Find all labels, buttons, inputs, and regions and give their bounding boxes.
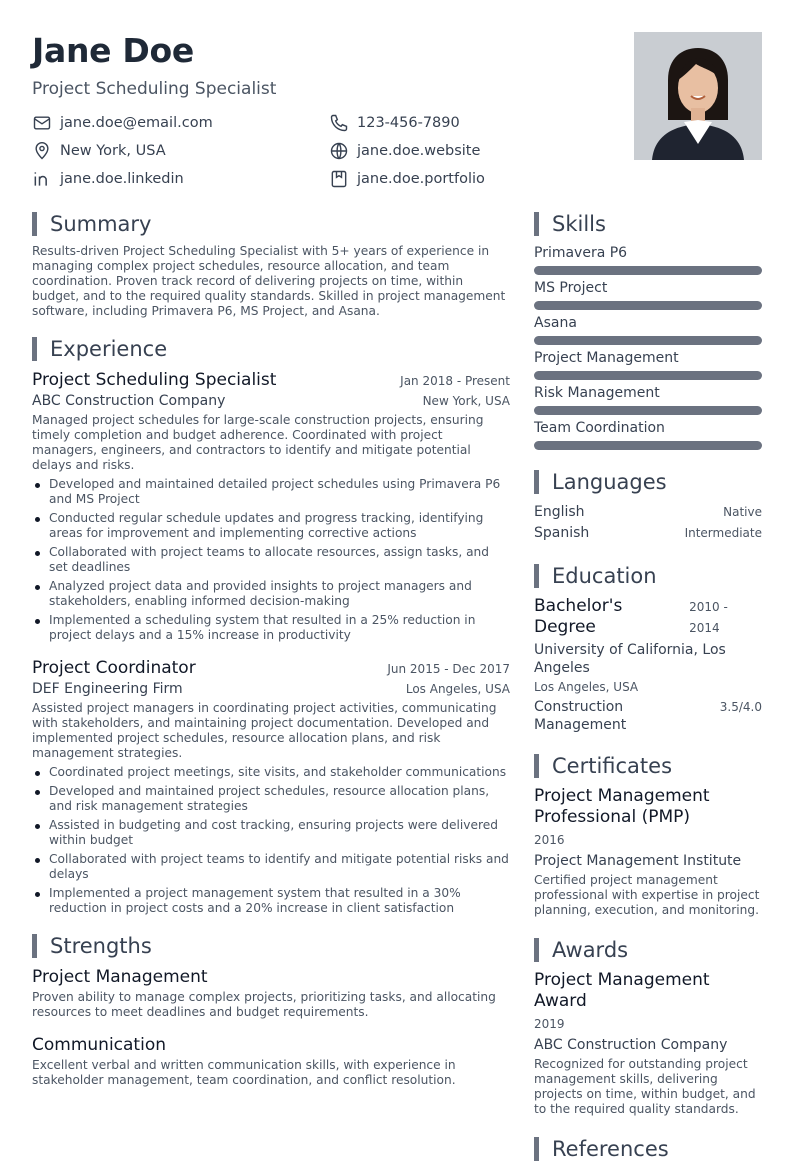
- job-bullets: [32, 477, 510, 643]
- skill-name: Team Coordination: [534, 420, 665, 436]
- skill-bar: [534, 406, 762, 415]
- skill-name: Asana: [534, 315, 577, 331]
- skills-section: [534, 210, 762, 450]
- job-description: Assisted project managers in coordinating project activities, communicating with stakeholders, and maintaining project documentation. Developed and implemented project schedules, resource allocation plans, and risk management strategies.: [32, 701, 497, 760]
- language-item: [534, 523, 762, 544]
- strength-title: Project Management: [32, 967, 208, 987]
- skill-name: Primavera P6: [534, 245, 628, 261]
- strength-item: [32, 966, 510, 1020]
- list-item: Conducted regular schedule updates and progress tracking, identifying areas for improvement and implementing corrective actions: [32, 511, 510, 541]
- section-accent-bar: [534, 470, 539, 494]
- resume-header: [32, 30, 632, 100]
- summary-section: [32, 210, 510, 319]
- section-accent-bar: [32, 337, 37, 361]
- references-heading-text: References: [552, 1137, 669, 1161]
- school-location: Los Angeles, USA: [534, 680, 639, 694]
- job-company: ABC Construction Company: [32, 393, 226, 409]
- award-text: Recognized for outstanding project management skills, delivering projects on time, within budget, and to the required quality standards.: [534, 1057, 756, 1116]
- profile-photo: [634, 32, 762, 160]
- contact-website[interactable]: [329, 140, 480, 162]
- section-accent-bar: [534, 1137, 539, 1161]
- job-entry: [32, 657, 510, 916]
- job-company: DEF Engineering Firm: [32, 681, 183, 697]
- job-title: Project Coordinator: [32, 658, 196, 678]
- list-item: Analyzed project data and provided insights to project managers and stakeholders, enabling informed decision-making: [32, 579, 510, 609]
- certificate-year: 2016: [534, 833, 565, 847]
- skill-bar: [534, 441, 762, 450]
- job-date: Jun 2015 - Dec 2017: [387, 662, 510, 676]
- skill-bar: [534, 336, 762, 345]
- experience-section: [32, 335, 510, 916]
- candidate-title: Project Scheduling Specialist: [32, 79, 277, 99]
- linkedin-icon: [32, 169, 52, 189]
- field-of-study: Construction Management: [534, 699, 627, 733]
- skill-item: [534, 349, 762, 380]
- certificates-section: [534, 752, 762, 918]
- strength-item: [32, 1034, 510, 1088]
- language-name: English: [534, 504, 585, 520]
- skill-item: [534, 384, 762, 415]
- strength-text: Excellent verbal and written communication skills, with experience in stakeholder management, team coordination, and conflict resolution.: [32, 1058, 456, 1087]
- languages-heading: [534, 468, 762, 496]
- language-item: [534, 502, 762, 523]
- certificate-title: Project Management Professional (PMP): [534, 786, 710, 827]
- job-date: Jan 2018 - Present: [400, 374, 510, 388]
- languages-heading-text: Languages: [552, 470, 667, 494]
- skill-bar: [534, 266, 762, 275]
- section-accent-bar: [32, 212, 37, 236]
- experience-heading: [32, 335, 510, 363]
- education-heading-text: Education: [552, 564, 657, 588]
- education-section: [534, 562, 762, 734]
- school-name: University of California, Los Angeles: [534, 642, 726, 676]
- skill-name: Project Management: [534, 350, 679, 366]
- phone-icon: [329, 113, 349, 133]
- list-item: Implemented a project management system that resulted in a 30% reduction in project costs and a 20% increase in client satisfaction: [32, 886, 510, 916]
- section-accent-bar: [534, 938, 539, 962]
- phone-text: 123-456-7890: [357, 115, 460, 131]
- list-item: Developed and maintained project schedules, resource allocation plans, and risk management strategies: [32, 784, 510, 814]
- section-accent-bar: [534, 212, 539, 236]
- languages-section: [534, 468, 762, 544]
- skill-bar: [534, 371, 762, 380]
- avatar: [634, 32, 762, 160]
- awards-heading-text: Awards: [552, 938, 629, 962]
- certificates-heading: [534, 752, 762, 780]
- skill-name: Risk Management: [534, 385, 660, 401]
- mail-icon: [32, 113, 52, 133]
- strength-text: Proven ability to manage complex projects, prioritizing tasks, and allocating resources to meet deadlines and budget requirements.: [32, 990, 496, 1019]
- strengths-section: [32, 932, 510, 1088]
- job-title: Project Scheduling Specialist: [32, 370, 277, 390]
- right-column: [534, 210, 762, 1169]
- skill-bar: [534, 301, 762, 310]
- list-item: Coordinated project meetings, site visits, and stakeholder communications: [32, 765, 510, 780]
- language-name: Spanish: [534, 525, 590, 541]
- skill-item: [534, 279, 762, 310]
- education-years: 2010 - 2014: [689, 600, 728, 635]
- strengths-heading-text: Strengths: [50, 934, 152, 958]
- contact-phone[interactable]: [329, 112, 460, 134]
- globe-icon: [329, 141, 349, 161]
- language-level: Intermediate: [684, 526, 762, 540]
- contact-location: [32, 140, 166, 162]
- degree-title: Bachelor's Degree: [534, 596, 623, 637]
- award-year: 2019: [534, 1017, 565, 1031]
- certificates-heading-text: Certificates: [552, 754, 673, 778]
- language-level: Native: [723, 505, 762, 519]
- skill-name: MS Project: [534, 280, 608, 296]
- section-accent-bar: [534, 564, 539, 588]
- job-location: Los Angeles, USA: [405, 682, 510, 696]
- experience-heading-text: Experience: [50, 337, 168, 361]
- contact-email[interactable]: [32, 112, 213, 134]
- contact-linkedin[interactable]: [32, 168, 184, 190]
- awards-heading: [534, 936, 762, 964]
- summary-text: Results-driven Project Scheduling Specialist with 5+ years of experience in managing complex project schedules, resource allocation, and team coordination. Proven track record of delivering projects on time, within budget, and to the required quality standards. Skilled in project management software, including Primavera P6, MS Project, and Asana.: [32, 244, 506, 318]
- references-heading: [534, 1135, 762, 1163]
- location-text: New York, USA: [60, 143, 166, 159]
- certificate-issuer: Project Management Institute: [534, 853, 742, 869]
- list-item: Implemented a scheduling system that resulted in a 25% reduction in project delays and a 15% increase in productivity: [32, 613, 510, 643]
- strengths-heading: [32, 932, 510, 960]
- contact-portfolio[interactable]: [329, 168, 485, 190]
- certificate-text: Certified project management professional with expertise in project planning, execution, and monitoring.: [534, 873, 760, 917]
- candidate-name: Jane Doe: [32, 31, 194, 70]
- list-item: Collaborated with project teams to identify and mitigate potential risks and delays: [32, 852, 510, 882]
- job-description: Managed project schedules for large-scale construction projects, ensuring timely completion and budget adherence. Coordinated with project managers, engineers, and contractors to identify and mitigate potential delays and risks.: [32, 413, 484, 472]
- list-item: Developed and maintained detailed project schedules using Primavera P6 and MS Project: [32, 477, 510, 507]
- skills-heading-text: Skills: [552, 212, 606, 236]
- email-text: jane.doe@email.com: [60, 115, 213, 131]
- award-issuer: ABC Construction Company: [534, 1037, 728, 1053]
- job-entry: [32, 369, 510, 643]
- skill-item: [534, 244, 762, 275]
- references-section: [534, 1135, 762, 1163]
- strength-title: Communication: [32, 1035, 166, 1055]
- portfolio-text: jane.doe.portfolio: [357, 171, 485, 187]
- linkedin-text: jane.doe.linkedin: [60, 171, 184, 187]
- skills-heading: [534, 210, 762, 238]
- awards-section: [534, 936, 762, 1117]
- award-title: Project Management Award: [534, 970, 710, 1011]
- job-bullets: [32, 765, 510, 916]
- list-item: Assisted in budgeting and cost tracking, ensuring projects were delivered within budget: [32, 818, 510, 848]
- map-pin-icon: [32, 141, 52, 161]
- section-accent-bar: [32, 934, 37, 958]
- gpa: 3.5/4.0: [719, 700, 762, 714]
- website-text: jane.doe.website: [357, 143, 481, 159]
- summary-heading-text: Summary: [50, 212, 152, 236]
- list-item: Collaborated with project teams to allocate resources, assign tasks, and set deadlines: [32, 545, 510, 575]
- job-location: New York, USA: [422, 394, 510, 408]
- left-column: [32, 210, 510, 1088]
- skill-item: [534, 314, 762, 345]
- skill-item: [534, 419, 762, 450]
- education-heading: [534, 562, 762, 590]
- summary-heading: [32, 210, 510, 238]
- bookmark-icon: [329, 169, 349, 189]
- section-accent-bar: [534, 754, 539, 778]
